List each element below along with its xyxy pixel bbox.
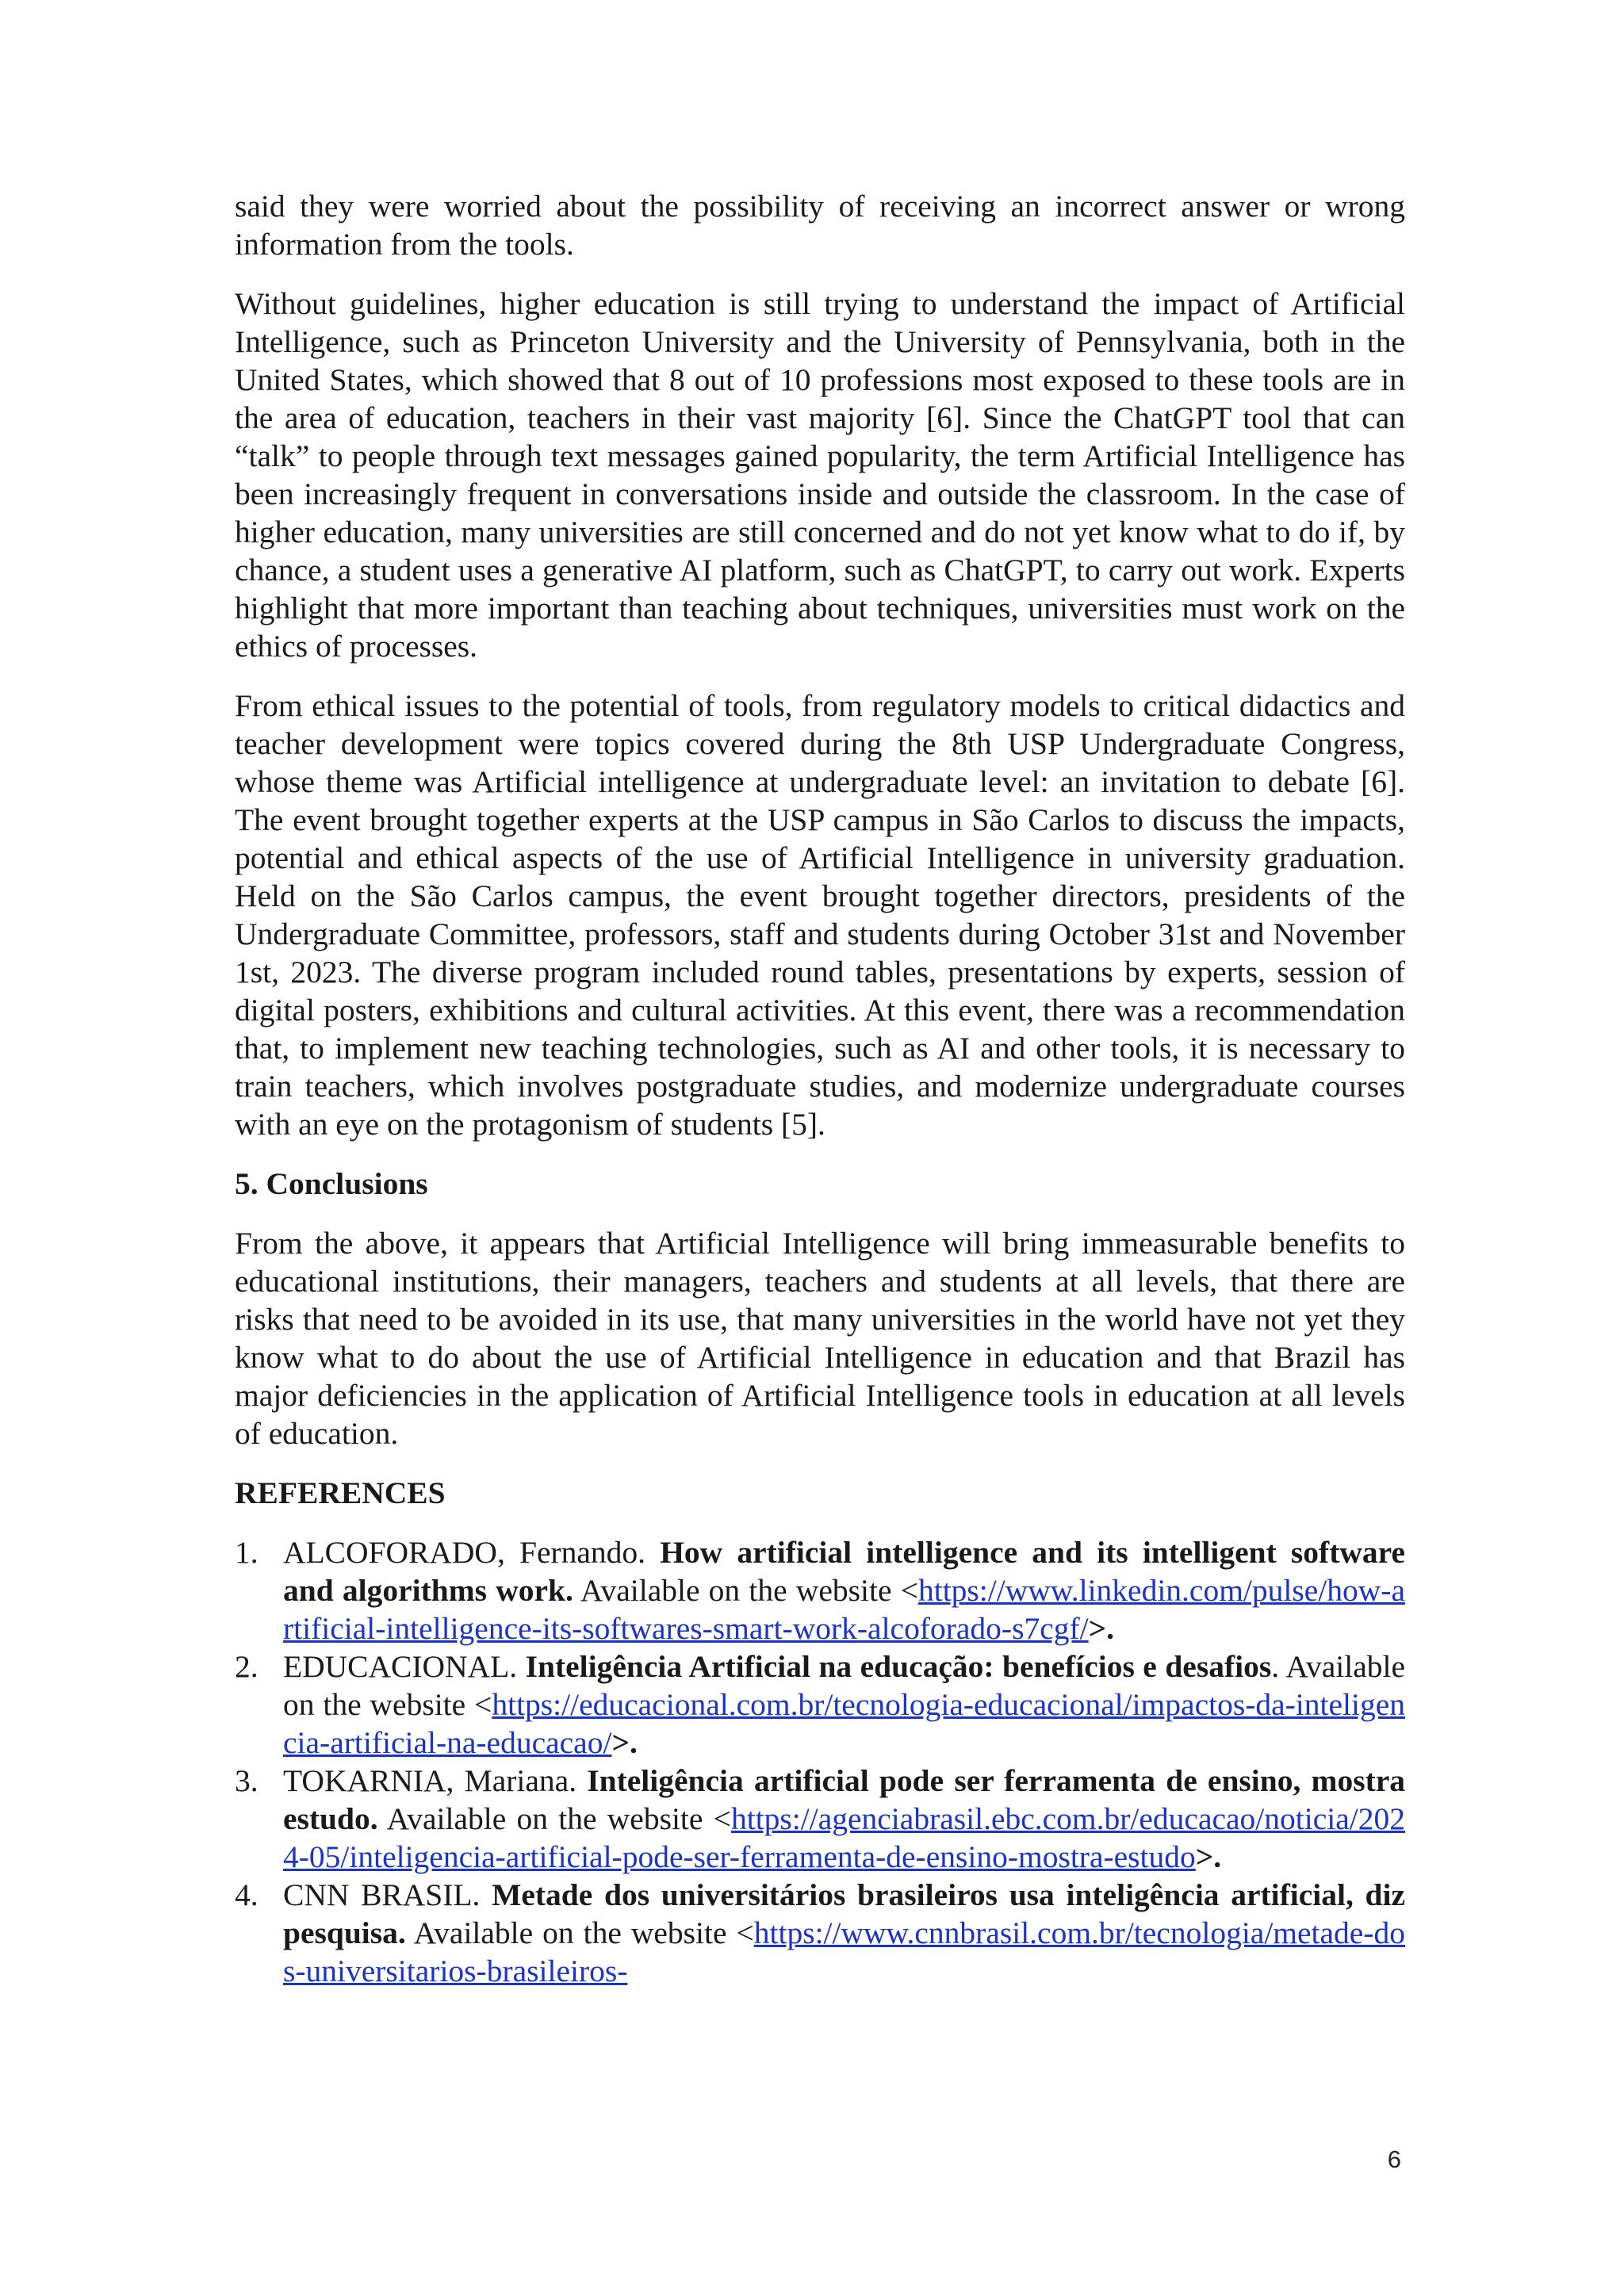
- reference-close: >.: [611, 1725, 638, 1760]
- reference-available: Available on the website <: [573, 1573, 918, 1608]
- references-list: [235, 1533, 1405, 1990]
- reference-title: How artificial intelligence and its intelligent software and algorithms work.: [283, 1535, 1405, 1608]
- conclusions-paragraph: From the above, it appears that Artificial Intelligence will bring immeasurable benefits to educational institutions, their managers, teachers and students at all levels, that there are risks that need to be avoided in its use, that many universities in the world have not yet they know what to do about the use of Artificial Intelligence in education and that Brazil has major deficiencies in the application of Artificial Intelligence tools in education at all levels of education.: [235, 1226, 1405, 1451]
- reference-link[interactable]: https://www.cnnbrasil.com.br/tecnologia/metade-dos-universitarios-brasileiros-: [283, 1915, 1405, 1988]
- reference-title: Metade dos universitários brasileiros usa inteligência artificial, diz pesquisa.: [283, 1877, 1406, 1950]
- reference-title: Inteligência artificial pode ser ferramenta de ensino, mostra estudo.: [283, 1763, 1406, 1836]
- page-content: [235, 187, 1405, 1990]
- reference-author: ALCOFORADO, Fernando.: [283, 1535, 661, 1570]
- reference-available: Available on the website <: [405, 1915, 754, 1950]
- conclusions-heading: 5. Conclusions: [235, 1166, 428, 1201]
- reference-title: Inteligência Artificial na educação: benefícios e desafios: [525, 1649, 1272, 1684]
- reference-available: . Available on the website <: [283, 1649, 1405, 1722]
- reference-number: 4.: [235, 1877, 259, 1912]
- body-paragraph-2: Without guidelines, higher education is still trying to understand the impact of Artificial Intelligence, such as Princeton University and the University of Pennsylvania, both in the United States, which showed that 8 out of 10 professions most exposed to these tools are in the area of education, teachers in their vast majority [6]. Since the ChatGPT tool that can “talk” to people through text messages gained popularity, the term Artificial Intelligence has been increasingly frequent in conversations inside and outside the classroom. In the case of higher education, many universities are still concerned and do not yet know what to do if, by chance, a student uses a generative AI platform, such as ChatGPT, to carry out work. Experts highlight that more important than teaching about techniques, universities must work on the ethics of processes.: [235, 286, 1405, 664]
- reference-link[interactable]: https://agenciabrasil.ebc.com.br/educacao/noticia/2024-05/inteligencia-artificial-pode-ser-ferramenta-de-ensino-mostra-estudo: [283, 1801, 1405, 1874]
- reference-number: 1.: [235, 1535, 259, 1570]
- body-paragraph-3: From ethical issues to the potential of tools, from regulatory models to critical didactics and teacher development were topics covered during the 8th USP Undergraduate Congress, whose theme was Artificial intelligence at undergraduate level: an invitation to debate [6]. The event brought together experts at the USP campus in São Carlos to discuss the impacts, potential and ethical aspects of the use of Artificial Intelligence in university graduation. Held on the São Carlos campus, the event brought together directors, presidents of the Undergraduate Committee, professors, staff and students during October 31st and November 1st, 2023. The diverse program included round tables, presentations by experts, session of digital posters, exhibitions and cultural activities. At this event, there was a recommendation that, to implement new teaching technologies, such as AI and other tools, it is necessary to train teachers, which involves postgraduate studies, and modernize undergraduate courses with an eye on the protagonism of students [5].: [235, 688, 1405, 1142]
- reference-author: TOKARNIA, Mariana.: [283, 1763, 588, 1798]
- page-number: 6: [1387, 2145, 1401, 2173]
- body-paragraph-1: said they were worried about the possibility of receiving an incorrect answer or wrong information from the tools.: [235, 189, 1405, 262]
- reference-close: >.: [1195, 1839, 1222, 1874]
- reference-item: [235, 1533, 1405, 1647]
- reference-available: Available on the website <: [377, 1801, 731, 1836]
- reference-link[interactable]: https://educacional.com.br/tecnologia-educacional/impactos-da-inteligencia-artificial-na-educacao/: [283, 1687, 1405, 1760]
- reference-number: 2.: [235, 1649, 259, 1684]
- reference-item: [235, 1647, 1405, 1762]
- references-heading: REFERENCES: [235, 1475, 446, 1510]
- reference-author: CNN BRASIL.: [283, 1877, 492, 1912]
- reference-item: [235, 1876, 1405, 1990]
- reference-number: 3.: [235, 1763, 259, 1798]
- reference-item: [235, 1762, 1405, 1876]
- reference-link[interactable]: https://www.linkedin.com/pulse/how-artificial-intelligence-its-softwares-smart-work-alcoforado-s7cgf/: [283, 1573, 1405, 1646]
- reference-author: EDUCACIONAL.: [283, 1649, 526, 1684]
- reference-close: >.: [1088, 1611, 1114, 1646]
